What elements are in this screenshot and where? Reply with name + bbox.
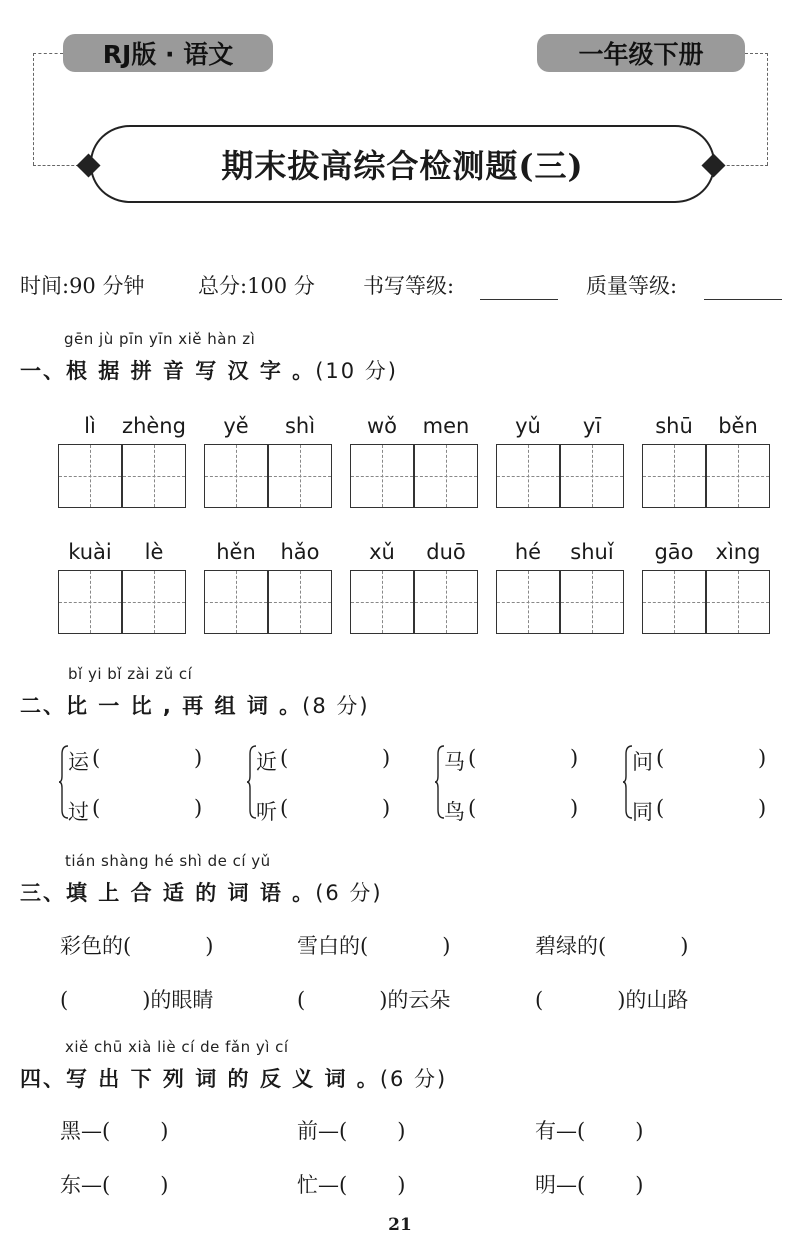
tianzi-box[interactable] [414,570,478,634]
grid-guide-line [382,445,383,507]
open-paren: ( [468,746,477,770]
open-paren: ( [102,1173,111,1197]
close-paren: ) [160,1173,169,1197]
grid-guide-line [300,445,301,507]
close-paren: ) [617,988,626,1012]
section3-score: (6 分) [315,881,383,905]
grid-guide-line [592,445,593,507]
fill-word-item [60,984,213,1014]
open-paren: ( [577,1119,586,1143]
answer-blank[interactable] [484,796,564,822]
pinyin-label: yī [582,414,602,438]
pinyin-label: hěn [216,540,256,564]
answer-blank[interactable] [672,746,752,772]
open-paren: ( [92,746,101,770]
section2-heading [20,690,370,720]
antonym-word: 有— [535,1119,577,1143]
antonym-word: 前— [297,1119,339,1143]
tianzi-box[interactable] [122,444,186,508]
grid-guide-line [382,571,383,633]
close-paren: ) [397,1173,406,1197]
compare-char: 问 [632,750,653,774]
section1-title: 一、根 据 拼 音 写 汉 字 。 [20,359,316,383]
open-paren: ( [92,796,101,820]
fill-word-text: 的山路 [625,988,689,1012]
fill-word-item [535,930,688,960]
grid-guide-line [592,571,593,633]
section2-title: 二、比 一 比 , 再 组 词 。 [20,694,303,718]
exam-total-score: 总分:100 分 [198,274,315,298]
compare-pair [58,742,238,822]
antonym-word: 东— [60,1173,102,1197]
antonym-item [297,1169,405,1199]
pinyin-label: zhèng [122,414,186,438]
tianzi-box[interactable] [496,444,560,508]
open-paren: ( [339,1173,348,1197]
tianzi-box[interactable] [350,444,414,508]
section1-heading [20,355,398,385]
tianzi-box[interactable] [560,570,624,634]
section2-score: (8 分) [302,694,370,718]
open-paren: ( [468,796,477,820]
antonym-item [60,1169,168,1199]
tianzi-box[interactable] [642,570,706,634]
brace-path [435,746,444,818]
dashed-connector [767,53,768,165]
dashed-connector [33,165,79,166]
section1-pinyin: gēn jù pīn yīn xiě hàn zì [64,330,256,348]
close-paren: ) [442,934,451,958]
pinyin-label: shì [284,414,316,438]
writing-grade-label: 书写等级: [363,274,455,298]
grid-guide-line [674,571,675,633]
pinyin-label: hé [514,540,542,564]
open-paren: ( [60,988,69,1012]
fill-word-text: 雪白的 [297,934,360,958]
pinyin-label: men [422,414,470,438]
close-paren: ) [194,746,203,770]
compare-char: 近 [256,750,277,774]
grid-guide-line [90,445,91,507]
section4-title: 四、写 出 下 列 词 的 反 义 词 。 [20,1067,380,1091]
compare-char: 听 [256,800,277,824]
open-paren: ( [656,746,665,770]
tianzi-box[interactable] [642,444,706,508]
antonym-item [535,1169,643,1199]
close-paren: ) [635,1173,644,1197]
quality-grade-blank[interactable] [704,299,782,300]
grade-tag: 一年级下册 [537,34,745,72]
exam-info-row [20,270,790,304]
open-paren: ( [280,796,289,820]
edition-tag: RJ版 · 语文 [63,34,273,72]
tianzi-box[interactable] [706,570,770,634]
open-paren: ( [297,988,306,1012]
writing-grade-blank[interactable] [480,299,558,300]
grid-guide-line [154,445,155,507]
antonym-word: 黑— [60,1119,102,1143]
pinyin-label: gāo [654,540,694,564]
open-paren: ( [339,1119,348,1143]
close-paren: ) [680,934,689,958]
compare-char: 鸟 [444,800,465,824]
pinyin-label: yǔ [515,414,541,438]
tianzi-box[interactable] [268,570,332,634]
grid-guide-line [90,571,91,633]
open-paren: ( [577,1173,586,1197]
compare-pair [246,742,426,822]
open-paren: ( [598,934,607,958]
tianzi-box[interactable] [496,570,560,634]
dashed-connector [33,53,63,54]
antonym-item [297,1115,405,1145]
grid-guide-line [300,571,301,633]
section3-title: 三、填 上 合 适 的 词 语 。 [20,881,316,905]
pinyin-label: lè [144,540,164,564]
grid-guide-line [446,571,447,633]
close-paren: ) [160,1119,169,1143]
dashed-connector [745,53,768,54]
antonym-item [60,1115,168,1145]
open-paren: ( [123,934,132,958]
close-paren: ) [382,746,391,770]
grid-guide-line [236,445,237,507]
title-banner [90,125,715,203]
close-paren: ) [142,988,151,1012]
answer-blank[interactable] [296,796,376,822]
grid-guide-line [154,571,155,633]
compare-char: 马 [444,750,465,774]
answer-blank[interactable] [296,746,376,772]
close-paren: ) [635,1119,644,1143]
open-paren: ( [656,796,665,820]
answer-blank[interactable] [108,796,188,822]
fill-word-text: 碧绿的 [535,934,598,958]
page-number: 21 [388,1215,412,1235]
close-paren: ) [758,796,767,820]
brace-path [247,746,256,818]
close-paren: ) [379,988,388,1012]
answer-blank[interactable] [108,746,188,772]
grid-guide-line [528,571,529,633]
compare-char: 同 [632,800,653,824]
pinyin-label: kuài [68,540,112,564]
close-paren: ) [758,746,767,770]
fill-word-text: 彩色的 [60,934,123,958]
pinyin-label: shū [655,414,693,438]
brace-path [59,746,68,818]
close-paren: ) [570,746,579,770]
dashed-connector [722,165,768,166]
tianzi-box[interactable] [204,444,268,508]
close-paren: ) [397,1119,406,1143]
pinyin-label: hǎo [280,540,320,564]
tianzi-box[interactable] [560,444,624,508]
section3-pinyin: tián shàng hé shì de cí yǔ [65,852,271,870]
tianzi-box[interactable] [706,444,770,508]
quality-grade-label: 质量等级: [586,274,678,298]
section4-heading [20,1063,447,1093]
fill-word-item [60,930,213,960]
open-paren: ( [102,1119,111,1143]
pinyin-label: duō [426,540,466,564]
section3-heading [20,877,383,907]
tianzi-box[interactable] [414,444,478,508]
section1-score: (10 分) [315,359,398,383]
fill-word-item [535,984,688,1014]
compare-pair [622,742,800,822]
pinyin-label: xǔ [369,540,395,564]
grid-guide-line [738,571,739,633]
grid-guide-line [738,445,739,507]
antonym-word: 忙— [297,1173,339,1197]
fill-word-text: 的眼睛 [150,988,214,1012]
fill-word-item [297,984,450,1014]
pinyin-label: yě [223,414,249,438]
tianzi-box[interactable] [58,570,122,634]
close-paren: ) [570,796,579,820]
pinyin-label: lì [84,414,96,438]
tianzi-box[interactable] [58,444,122,508]
section2-pinyin: bǐ yi bǐ zài zǔ cí [68,665,193,683]
section4-score: (6 分) [379,1067,448,1091]
fill-word-text: 的云朵 [387,988,451,1012]
pinyin-label: xìng [715,540,761,564]
pinyin-label: shuǐ [570,540,614,564]
pinyin-label: běn [718,414,758,438]
grid-guide-line [674,445,675,507]
dashed-connector [33,53,34,165]
tianzi-box[interactable] [204,570,268,634]
fill-word-item [297,930,450,960]
compare-pair [434,742,614,822]
open-paren: ( [535,988,544,1012]
pinyin-label: wǒ [366,414,398,438]
answer-blank[interactable] [672,796,752,822]
tianzi-box[interactable] [122,570,186,634]
answer-blank[interactable] [484,746,564,772]
compare-char: 过 [68,800,89,824]
page-title: 期末拔高综合检测题(三) [221,147,584,185]
grid-guide-line [446,445,447,507]
tianzi-box[interactable] [350,570,414,634]
antonym-item [535,1115,643,1145]
tianzi-box[interactable] [268,444,332,508]
compare-char: 运 [68,750,89,774]
open-paren: ( [280,746,289,770]
close-paren: ) [205,934,214,958]
section4-pinyin: xiě chū xià liè cí de fǎn yì cí [65,1038,289,1056]
open-paren: ( [360,934,369,958]
grid-guide-line [236,571,237,633]
close-paren: ) [194,796,203,820]
grid-guide-line [528,445,529,507]
close-paren: ) [382,796,391,820]
brace-path [623,746,632,818]
exam-time: 时间:90 分钟 [20,274,145,298]
antonym-word: 明— [535,1173,577,1197]
